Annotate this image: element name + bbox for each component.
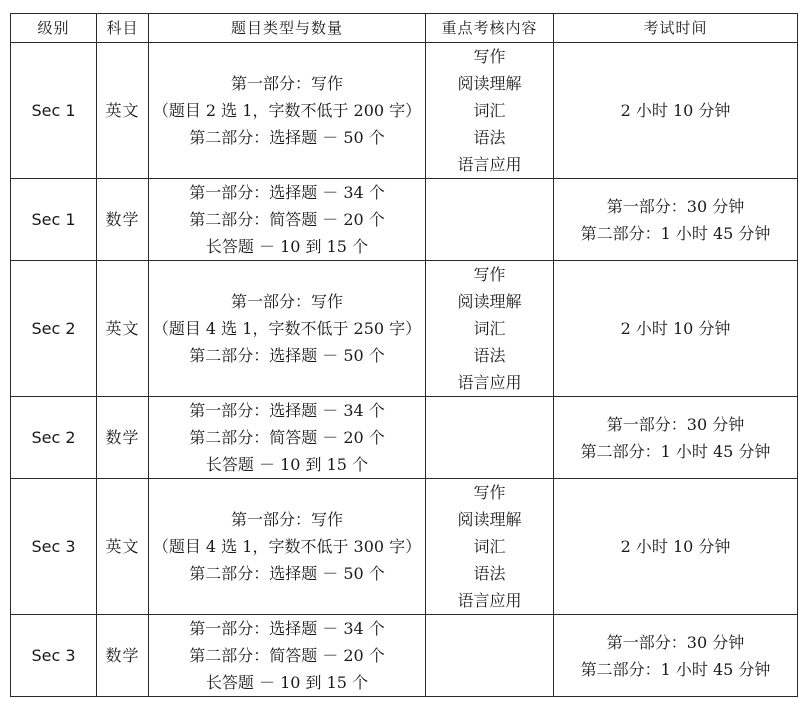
question-type-line: 第一部分：写作 (230, 292, 343, 311)
question-types-cell (149, 179, 426, 261)
table-row (11, 179, 798, 261)
header-focus: 重点考核内容 (426, 14, 554, 43)
level-cell: Sec 2 (11, 397, 97, 479)
subject-cell: 英文 (97, 479, 149, 615)
question-type-line: 长答题 － 10 到 15 个 (205, 673, 369, 692)
question-type-line: 第二部分：选择题 － 50 个 (189, 346, 385, 365)
question-type-line: 第一部分：选择题 － 34 个 (189, 401, 385, 420)
question-type-line: （题目 2 选 1，字数不低于 200 字） (152, 101, 422, 120)
focus-item: 语法 (473, 346, 506, 365)
table-body (11, 43, 798, 697)
table-row (11, 43, 798, 179)
focus-cell (426, 479, 554, 615)
question-types-cell (149, 615, 426, 697)
time-line: 2 小时 10 分钟 (620, 101, 731, 120)
table-header (11, 14, 798, 43)
question-type-line: 第一部分：写作 (230, 74, 343, 93)
focus-item: 语言应用 (457, 591, 522, 610)
focus-cell (426, 615, 554, 697)
header-level: 级别 (11, 14, 97, 43)
question-types-cell (149, 479, 426, 615)
focus-item: 词汇 (473, 319, 506, 338)
question-type-line: 第二部分：选择题 － 50 个 (189, 564, 385, 583)
time-line: 第二部分：1 小时 45 分钟 (580, 223, 771, 243)
focus-item: 词汇 (473, 537, 506, 556)
level-cell: Sec 1 (11, 43, 97, 179)
focus-item: 写作 (473, 483, 506, 502)
question-type-line: 长答题 － 10 到 15 个 (205, 237, 369, 256)
time-line: 第二部分：1 小时 45 分钟 (580, 441, 771, 461)
question-type-line: 第二部分：简答题 － 20 个 (189, 646, 385, 665)
header-row (11, 14, 798, 43)
focus-item: 语言应用 (457, 155, 522, 174)
header-time: 考试时间 (554, 14, 798, 43)
time-line: 第一部分：30 分钟 (606, 196, 745, 216)
focus-item: 语言应用 (457, 373, 522, 392)
focus-cell (426, 179, 554, 261)
focus-item: 写作 (473, 265, 506, 284)
focus-item: 阅读理解 (457, 510, 522, 529)
level-cell: Sec 1 (11, 179, 97, 261)
focus-item: 阅读理解 (457, 74, 522, 93)
exam-table (10, 13, 798, 697)
question-type-line: 第二部分：选择题 － 50 个 (189, 128, 385, 147)
focus-item: 语法 (473, 128, 506, 147)
focus-item: 阅读理解 (457, 292, 522, 311)
time-cell (554, 397, 798, 479)
table-row (11, 261, 798, 397)
focus-item: 写作 (473, 47, 506, 66)
question-type-line: （题目 4 选 1，字数不低于 250 字） (152, 319, 422, 338)
table-row (11, 397, 798, 479)
focus-cell (426, 397, 554, 479)
subject-cell: 英文 (97, 261, 149, 397)
question-types-cell (149, 43, 426, 179)
time-cell (554, 479, 798, 615)
time-cell (554, 615, 798, 697)
question-type-line: 第一部分：写作 (230, 510, 343, 529)
header-subject: 科目 (97, 14, 149, 43)
focus-item: 词汇 (473, 101, 506, 120)
subject-cell: 数学 (97, 397, 149, 479)
focus-item: 语法 (473, 564, 506, 583)
table-row (11, 615, 798, 697)
time-cell (554, 179, 798, 261)
time-cell (554, 43, 798, 179)
subject-cell: 数学 (97, 615, 149, 697)
level-cell: Sec 3 (11, 479, 97, 615)
question-type-line: 第一部分：选择题 － 34 个 (189, 183, 385, 202)
time-line: 第一部分：30 分钟 (606, 632, 745, 652)
subject-cell: 数学 (97, 179, 149, 261)
question-type-line: 长答题 － 10 到 15 个 (205, 455, 369, 474)
focus-cell (426, 43, 554, 179)
subject-cell: 英文 (97, 43, 149, 179)
question-types-cell (149, 261, 426, 397)
question-type-line: 第二部分：简答题 － 20 个 (189, 210, 385, 229)
level-cell: Sec 3 (11, 615, 97, 697)
question-type-line: 第一部分：选择题 － 34 个 (189, 619, 385, 638)
question-type-line: 第二部分：简答题 － 20 个 (189, 428, 385, 447)
level-cell: Sec 2 (11, 261, 97, 397)
time-cell (554, 261, 798, 397)
time-line: 2 小时 10 分钟 (620, 319, 731, 338)
time-line: 第一部分：30 分钟 (606, 414, 745, 434)
focus-cell (426, 261, 554, 397)
table-row (11, 479, 798, 615)
question-type-line: （题目 4 选 1，字数不低于 300 字） (152, 537, 422, 556)
time-line: 2 小时 10 分钟 (620, 537, 731, 556)
header-question-types: 题目类型与数量 (149, 14, 426, 43)
time-line: 第二部分：1 小时 45 分钟 (580, 659, 771, 679)
question-types-cell (149, 397, 426, 479)
